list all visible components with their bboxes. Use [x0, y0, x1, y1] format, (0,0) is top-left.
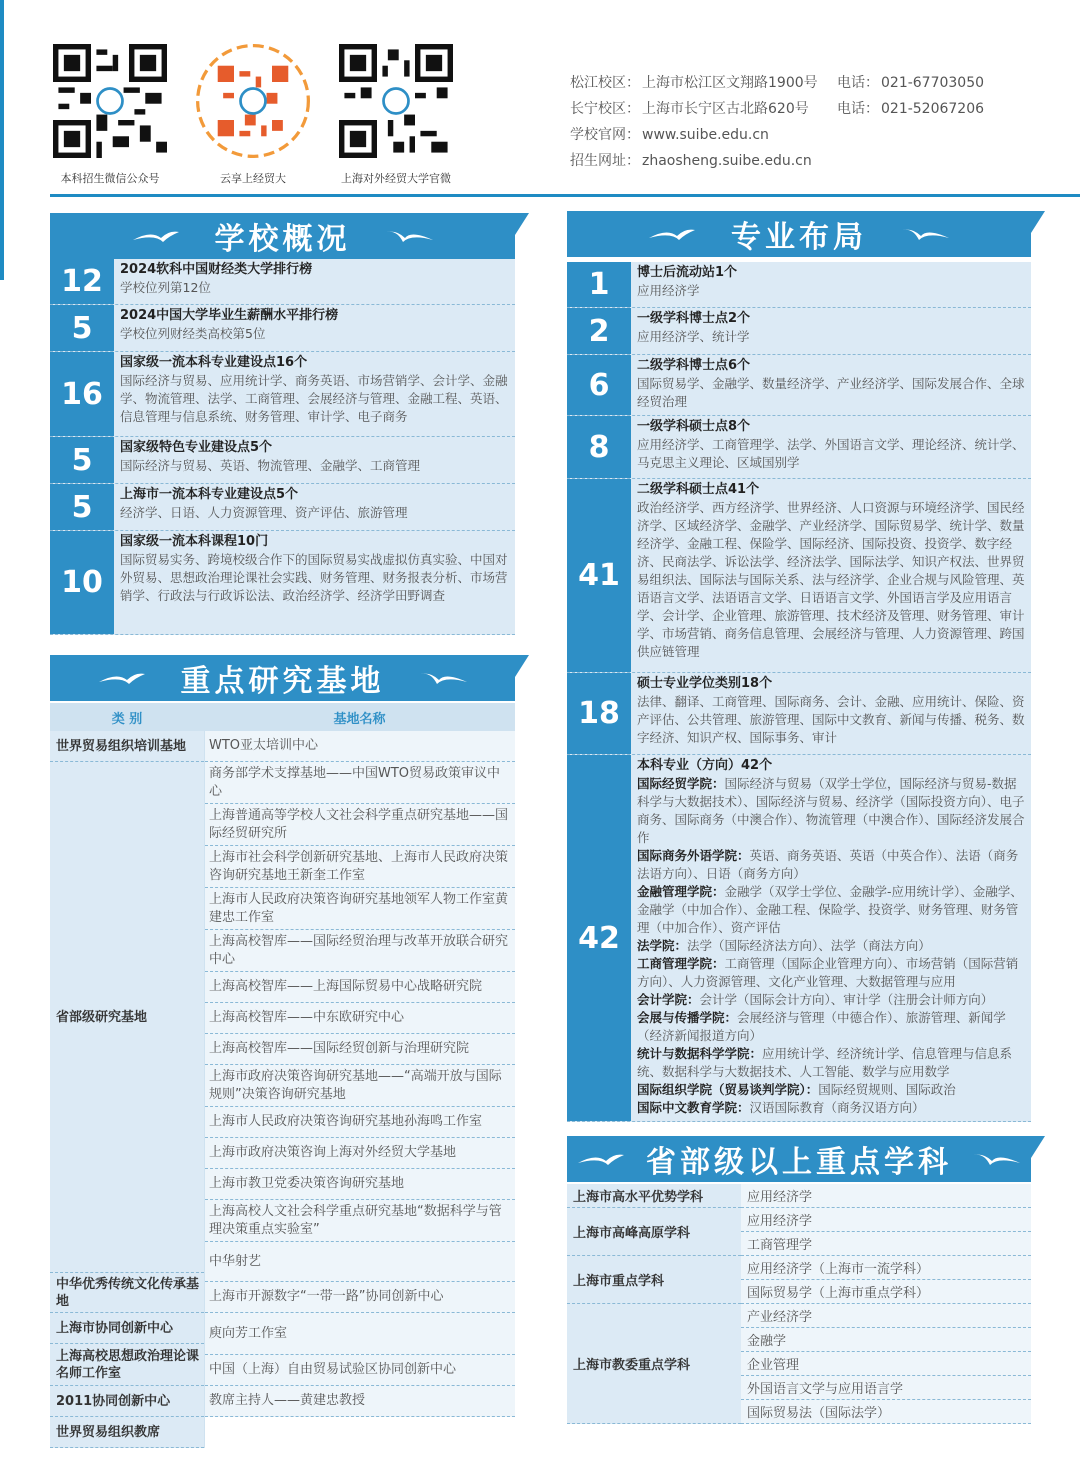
table-cell: 上海市人民政府决策咨询研究基地领军人物工作室黄建忠工作室 — [205, 888, 515, 930]
table-cell: 上海普通高等学校人文社会科学重点研究基地——国际经贸研究所 — [205, 804, 515, 846]
table-cell: 上海高校智库——中东欧研究中心 — [205, 1003, 515, 1034]
bird-icon — [576, 1149, 626, 1169]
stat-heading: 二级学科博士点6个 — [637, 358, 751, 373]
category-cell: 上海市高水平优势学科 — [567, 1184, 741, 1208]
qr-mini-program[interactable] — [193, 44, 313, 186]
stat-number: 5 — [50, 437, 114, 483]
disciplines-table — [567, 1184, 1031, 1424]
stat-row — [50, 259, 515, 305]
bird-icon — [131, 226, 181, 246]
table-cell: 商务部学术支撑基地——中国WTO贸易政策审议中心 — [205, 762, 515, 804]
school-majors: 金融学（双学士学位、金融学-应用统计学）、金融学、金融学（中加合作）、金融工程、保险学、投资学、财务管理、财务管理（中加合作）、资产评估 — [637, 884, 1023, 935]
table-cell: 上海市开源数字“一带一路”协同创新中心 — [205, 1282, 515, 1313]
school-name: 金融管理学院： — [637, 884, 725, 899]
qr-wechat[interactable] — [50, 44, 170, 186]
bird-icon — [901, 224, 951, 244]
undergrad-line — [637, 1099, 1027, 1117]
phone-label: 电话： — [837, 75, 879, 91]
majors-banner — [567, 211, 1031, 257]
stat-body: 政治经济学、西方经济学、世界经济、人口资源与环境经济学、国民经济学、区域经济学、金融学、产业经济学、国际贸易学、统计学、数量经济学、金融工程、保险学、国际经济、国际投资、投资学、数字经济、民商法学、诉讼法学、经济法学、国际法学、知识产权法、世界贸易组织法、国际法与国际关系、法与经济学、企业合规与风险管理、英语语言文学、法语语言文学、日语语言文学、外国语言学及应用语言学、会计学、企业管理、旅游管理、技术经济及管理、财务管理、审计学、市场营销、商务信息管理、会展经济与管理、人力资源管理、跨国供应链管理 — [637, 500, 1025, 659]
qr-caption: 上海对外经贸大学官微 — [341, 172, 451, 185]
undergrad-line — [637, 955, 1027, 991]
category-cell: 上海高校思想政治理论课名师工作室 — [50, 1344, 204, 1386]
undergrad-line — [637, 991, 1027, 1009]
stat-row — [567, 355, 1031, 416]
stat-body: 应用经济学、统计学 — [637, 329, 750, 344]
contact-label: 招生网址： — [570, 153, 640, 169]
school-majors: 会展经济与管理（中德合作）、旅游管理、新闻学（经济新闻报道方向） — [637, 1010, 1006, 1043]
school-majors: 会计学（国际会计方向）、审计学（注册会计师方向） — [699, 992, 994, 1007]
stat-body: 法律、翻译、工商管理、国际商务、会计、金融、应用统计、保险、资产评估、公共管理、旅游管理、国际中文教育、新闻与传播、税务、数字经济、知识产权、国际事务、审计 — [637, 694, 1025, 745]
stat-row — [567, 479, 1031, 673]
table-cell: 金融学 — [741, 1328, 1031, 1352]
school-name: 国际组织学院（贸易谈判学院）： — [637, 1082, 819, 1097]
school-majors: 汉语国际教育（商务汉语方向） — [749, 1100, 925, 1115]
stat-row — [567, 262, 1031, 308]
table-cell: 上海高校智库——上海国际贸易中心战略研究院 — [205, 972, 515, 1003]
stat-number: 41 — [567, 479, 631, 672]
stat-body: 经济学、日语、人力资源管理、资产评估、旅游管理 — [120, 505, 408, 520]
majors-list — [567, 262, 1031, 1122]
category-cell: 2011协同创新中心 — [50, 1386, 204, 1417]
stat-number: 8 — [567, 416, 631, 478]
phone-label: 电话： — [837, 101, 879, 117]
stat-heading: 博士后流动站1个 — [637, 265, 738, 280]
table-cell: 工商管理学 — [741, 1232, 1031, 1256]
column-header-category: 类 别 — [111, 711, 143, 727]
school-majors: 法学（国际经济法方向）、法学（商法方向） — [687, 938, 931, 953]
qr-weibo[interactable] — [336, 44, 456, 186]
category-cell: 上海市教委重点学科 — [567, 1304, 741, 1424]
stat-heading: 国家级一流本科专业建设点16个 — [120, 355, 308, 370]
stat-body: 国际贸易实务、跨境校级合作下的国际贸易实战虚拟仿真实验、中国对外贸易、思想政治理论课社会实践、财务管理、财务报表分析、市场营销学、行政法与行政诉讼法、政治经济学、经济学田野调查 — [120, 552, 508, 603]
stat-number: 12 — [50, 259, 114, 304]
stat-body: 国际贸易学、金融学、数量经济学、产业经济学、国际发展合作、全球经贸治理 — [637, 376, 1025, 409]
weibo-qr-icon — [339, 44, 453, 158]
stat-body: 国际经济与贸易、英语、物流管理、金融学、工商管理 — [120, 458, 421, 473]
section-title: 学校概况 — [214, 222, 351, 257]
stat-row — [567, 416, 1031, 479]
stat-row — [567, 673, 1031, 755]
school-name: 工商管理学院： — [637, 956, 725, 971]
category-cell: 省部级研究基地 — [50, 762, 204, 1273]
stat-heading: 一级学科博士点2个 — [637, 311, 751, 326]
school-name: 国际中文教育学院： — [637, 1100, 750, 1115]
website-link[interactable]: www.suibe.edu.cn — [642, 127, 769, 143]
address-songjiang: 上海市松江区文翔路1900号 — [642, 75, 818, 91]
stat-body: 学校位列财经类高校第5位 — [120, 326, 266, 341]
table-cell: 庾向芳工作室 — [205, 1313, 515, 1355]
bird-icon — [647, 224, 697, 244]
column-header-name: 基地名称 — [333, 711, 386, 727]
qr-caption: 本科招生微信公众号 — [60, 172, 160, 185]
overview-list — [50, 259, 515, 635]
table-cell: 教席主持人——黄建忠教授 — [205, 1386, 515, 1417]
bird-icon — [97, 668, 147, 688]
table-cell: 上海高校智库——国际经贸创新与治理研究院 — [205, 1034, 515, 1065]
stat-number: 5 — [50, 305, 114, 351]
overview-banner — [50, 213, 515, 259]
qr-caption: 云享上经贸大 — [220, 172, 286, 185]
stat-number: 2 — [567, 308, 631, 354]
header-divider — [50, 194, 1080, 197]
undergrad-line — [637, 1081, 1027, 1099]
stat-row — [567, 308, 1031, 355]
stat-heading: 一级学科硕士点8个 — [637, 419, 751, 434]
undergrad-line — [637, 847, 1027, 883]
bird-icon — [419, 668, 469, 688]
left-accent-bar — [0, 0, 4, 280]
school-name: 会计学院： — [637, 992, 700, 1007]
phone-songjiang: 021-67703050 — [881, 75, 985, 91]
stat-number: 42 — [567, 755, 631, 1121]
school-name: 国际商务外语学院： — [637, 848, 750, 863]
table-cell: 企业管理 — [741, 1352, 1031, 1376]
admission-link[interactable]: zhaosheng.suibe.edu.cn — [642, 153, 812, 169]
category-cell: 上海市重点学科 — [567, 1256, 741, 1304]
stat-heading: 本科专业（方向）42个 — [637, 758, 773, 773]
name-column — [204, 731, 515, 1448]
mini-program-qr-icon — [196, 44, 310, 158]
table-cell: 产业经济学 — [741, 1304, 1031, 1328]
section-title: 省部级以上重点学科 — [646, 1145, 952, 1180]
stat-heading: 2024中国大学毕业生薪酬水平排行榜 — [120, 308, 339, 323]
stat-heading: 上海市一流本科专业建设点5个 — [120, 487, 299, 502]
stat-body: 国际经济与贸易、应用统计学、商务英语、市场营销学、会计学、金融学、物流管理、法学、工商管理、会展经济与管理、金融工程、英语、信息管理与信息系统、财务管理、审计学、电子商务 — [120, 373, 508, 424]
stat-number: 16 — [50, 352, 114, 436]
table-cell: 中国（上海）自由贸易试验区协同创新中心 — [205, 1355, 515, 1386]
table-header — [50, 703, 515, 731]
phone-changning: 021-52067206 — [881, 101, 985, 117]
table-cell: 国际贸易法（国际法学） — [741, 1400, 1031, 1424]
stat-body: 应用经济学、工商管理学、法学、外国语言文学、理论经济、统计学、马克思主义理论、区域国别学 — [637, 437, 1025, 470]
category-column — [567, 1184, 741, 1424]
table-cell: 上海市政府决策咨询上海对外经贸大学基地 — [205, 1138, 515, 1169]
stat-number: 5 — [50, 484, 114, 530]
stat-row — [50, 484, 515, 531]
contact-label: 长宁校区： — [570, 101, 640, 117]
bird-icon — [972, 1149, 1022, 1169]
wechat-qr-icon — [53, 44, 167, 158]
stat-row — [50, 352, 515, 437]
stat-number: 6 — [567, 355, 631, 415]
school-majors: 英语、商务英语、英语（中英合作）、法语（商务法语方向）、日语（商务方向） — [637, 848, 1019, 881]
stat-heading: 二级学科硕士点41个 — [637, 482, 760, 497]
table-cell: 应用经济学 — [741, 1208, 1031, 1232]
undergrad-line — [637, 1009, 1027, 1045]
stat-row — [50, 437, 515, 484]
stat-heading: 硕士专业学位类别18个 — [637, 676, 773, 691]
stat-number: 18 — [567, 673, 631, 754]
section-title: 重点研究基地 — [180, 664, 385, 699]
contact-label: 学校官网： — [570, 127, 640, 143]
table-cell: 上海市政府决策咨询研究基地——“高端开放与国际规则”决策咨询研究基地 — [205, 1065, 515, 1107]
table-cell: 上海市社会科学创新研究基地、上海市人民政府决策咨询研究基地王新奎工作室 — [205, 846, 515, 888]
school-majors: 应用统计学、经济统计学、信息管理与信息系统、数据科学与大数据技术、人工智能、数学与应用数学 — [637, 1046, 1013, 1079]
category-cell: 上海市协同创新中心 — [50, 1313, 204, 1344]
school-name: 国际经贸学院： — [637, 776, 725, 791]
section-title: 专业布局 — [731, 220, 867, 255]
stat-heading: 国家级特色专业建设点5个 — [120, 440, 273, 455]
undergrad-line — [637, 1045, 1027, 1081]
table-cell: 外国语言文学与应用语言学 — [741, 1376, 1031, 1400]
table-cell: 上海市人民政府决策咨询研究基地孙海鸣工作室 — [205, 1107, 515, 1138]
stat-row — [50, 305, 515, 352]
stat-number: 1 — [567, 262, 631, 307]
stat-heading: 国家级一流本科课程10门 — [120, 534, 269, 549]
table-cell: 应用经济学 — [741, 1184, 1031, 1208]
disciplines-banner — [567, 1136, 1031, 1182]
category-cell: 上海市高峰高原学科 — [567, 1208, 741, 1256]
stat-row — [567, 755, 1031, 1122]
category-cell: 世界贸易组织培训基地 — [50, 731, 204, 762]
school-name: 会展与传播学院： — [637, 1010, 738, 1025]
stat-heading: 2024软科中国财经类大学排行榜 — [120, 262, 313, 277]
school-majors: 国际经贸规则、国际政治 — [818, 1082, 956, 1097]
contact-info — [570, 70, 984, 174]
table-cell: 上海市教卫党委决策咨询研究基地 — [205, 1169, 515, 1200]
table-cell: 国际贸易学（上海市重点学科） — [741, 1280, 1031, 1304]
bird-icon — [385, 226, 435, 246]
school-majors: 工商管理（国际企业管理方向）、市场营销（国际营销方向）、人力资源管理、文化产业管理、大数据管理与应用 — [637, 956, 1019, 989]
school-name: 法学院： — [637, 938, 688, 953]
stat-body: 学校位列第12位 — [120, 280, 211, 295]
stat-row — [50, 531, 515, 635]
table-cell: WTO亚太培训中心 — [205, 731, 515, 762]
address-changning: 上海市长宁区古北路620号 — [642, 101, 809, 117]
contact-label: 松江校区： — [570, 75, 640, 91]
name-column — [741, 1184, 1031, 1424]
research-table — [50, 703, 515, 1448]
undergrad-line — [637, 937, 1027, 955]
table-cell: 上海高校人文社会科学重点研究基地“数据科学与管理决策重点实验室” — [205, 1200, 515, 1242]
stat-number: 10 — [50, 531, 114, 634]
undergrad-line — [637, 775, 1027, 847]
category-column — [50, 731, 204, 1448]
table-cell: 中华射艺 — [205, 1242, 515, 1282]
table-cell: 上海高校智库——国际经贸治理与改革开放联合研究中心 — [205, 930, 515, 972]
stat-body: 应用经济学 — [637, 283, 700, 298]
undergrad-line — [637, 883, 1027, 937]
school-name: 统计与数据科学学院： — [637, 1046, 763, 1061]
table-cell: 应用经济学（上海市一流学科） — [741, 1256, 1031, 1280]
category-cell: 中华优秀传统文化传承基地 — [50, 1273, 204, 1313]
school-majors: 国际经济与贸易（双学士学位，国际经济与贸易-数据科学与大数据技术）、国际经济与贸易、经济学（国际投资方向）、电子商务、国际商务（中澳合作）、物流管理（中澳合作）、国际经济发展合作 — [637, 776, 1025, 845]
category-cell: 世界贸易组织教席 — [50, 1417, 204, 1448]
research-banner — [50, 655, 515, 701]
